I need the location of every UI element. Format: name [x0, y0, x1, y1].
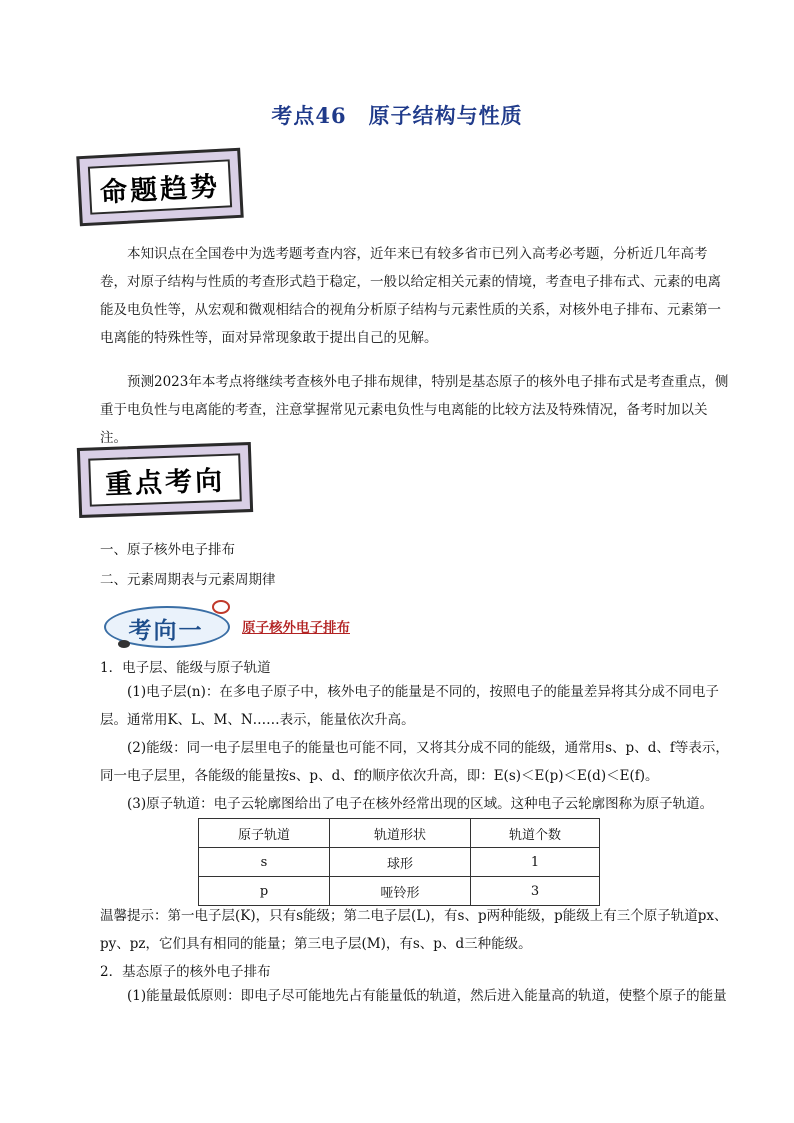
- table-row: [199, 848, 600, 877]
- section-1-paragraph-3: (3)原子轨道：电子云轮廓图给出了电子在核外经常出现的区域。这种电子云轮廓图称为原子轨道。: [127, 796, 714, 812]
- table-header: 轨道形状: [330, 819, 471, 848]
- section-banner-focus: [77, 442, 253, 518]
- table-cell: 1: [471, 848, 600, 877]
- outline-item-2: 二、元素周期表与元素周期律: [100, 572, 276, 588]
- section-1-paragraph-1: (1)电子层(n)：在多电子原子中，核外电子的能量是不同的，按照电子的能量差异将其分成不同电子层。通常用K、L、M、N……表示，能量依次升高。: [100, 684, 719, 728]
- banner-label: 重点考向: [104, 465, 226, 501]
- trend-paragraph-1: 本知识点在全国卷中为选考题考查内容，近年来已有较多省市已列入高考必考题，分析近几年高考卷，对原子结构与性质的考查形式趋于稳定，一般以给定相关元素的情境，考查电子排布式、元素的电离能及电负性等，从宏观和微观相结合的视角分析原子结构与元素性质的关系，对核外电子排布、元素第一电离能的特殊性等，面对异常现象敢于提出自己的见解。: [100, 246, 721, 346]
- section-banner-trend: [76, 148, 243, 226]
- kaoxiang-badge: [100, 600, 232, 650]
- section-1-paragraph-2: (2)能级：同一电子层里电子的能量也可能不同，又将其分成不同的能级，通常用s、p、d、f等表示，同一电子层里，各能级的能量按s、p、d、f的顺序依次升高，即：E(s)＜E(p)＜E(d)＜E(f)。: [100, 740, 729, 784]
- kaoxiang-badge-label: 考向一: [128, 617, 204, 644]
- trend-paragraph-2: 预测2023年本考点将继续考查核外电子排布规律，特别是基态原子的核外电子排布式是考查重点，侧重于电负性与电离能的考查，注意掌握常见元素电负性与电离能的比较方法及特殊情况，备考时加以关注。: [100, 374, 729, 446]
- table-header: 原子轨道: [199, 819, 330, 848]
- page-title: 考点46 原子结构与性质: [271, 103, 523, 128]
- kaoxiang-title: 原子核外电子排布: [242, 620, 350, 636]
- table-cell: p: [199, 877, 330, 906]
- tip-paragraph: 温馨提示：第一电子层(K)，只有s能级；第二电子层(L)，有s、p两种能级，p能级上有三个原子轨道px、py、pz，它们具有相同的能量；第三电子层(M)，有s、p、d三种能级。: [100, 908, 728, 952]
- table-cell: s: [199, 848, 330, 877]
- banner-label: 命题趋势: [99, 171, 221, 209]
- table-header-row: [199, 819, 600, 848]
- table-cell: 球形: [330, 848, 471, 877]
- table-cell: 哑铃形: [330, 877, 471, 906]
- table-header: 轨道个数: [471, 819, 600, 848]
- section-2-heading: 2．基态原子的核外电子排布: [100, 964, 271, 980]
- table-cell: 3: [471, 877, 600, 906]
- orbital-table: [198, 818, 600, 906]
- section-2-paragraph-1: (1)能量最低原则：即电子尽可能地先占有能量低的轨道，然后进入能量高的轨道，使整个原子的能量: [127, 988, 727, 1004]
- section-1-heading: 1．电子层、能级与原子轨道: [100, 660, 271, 676]
- outline-item-1: 一、原子核外电子排布: [100, 542, 235, 558]
